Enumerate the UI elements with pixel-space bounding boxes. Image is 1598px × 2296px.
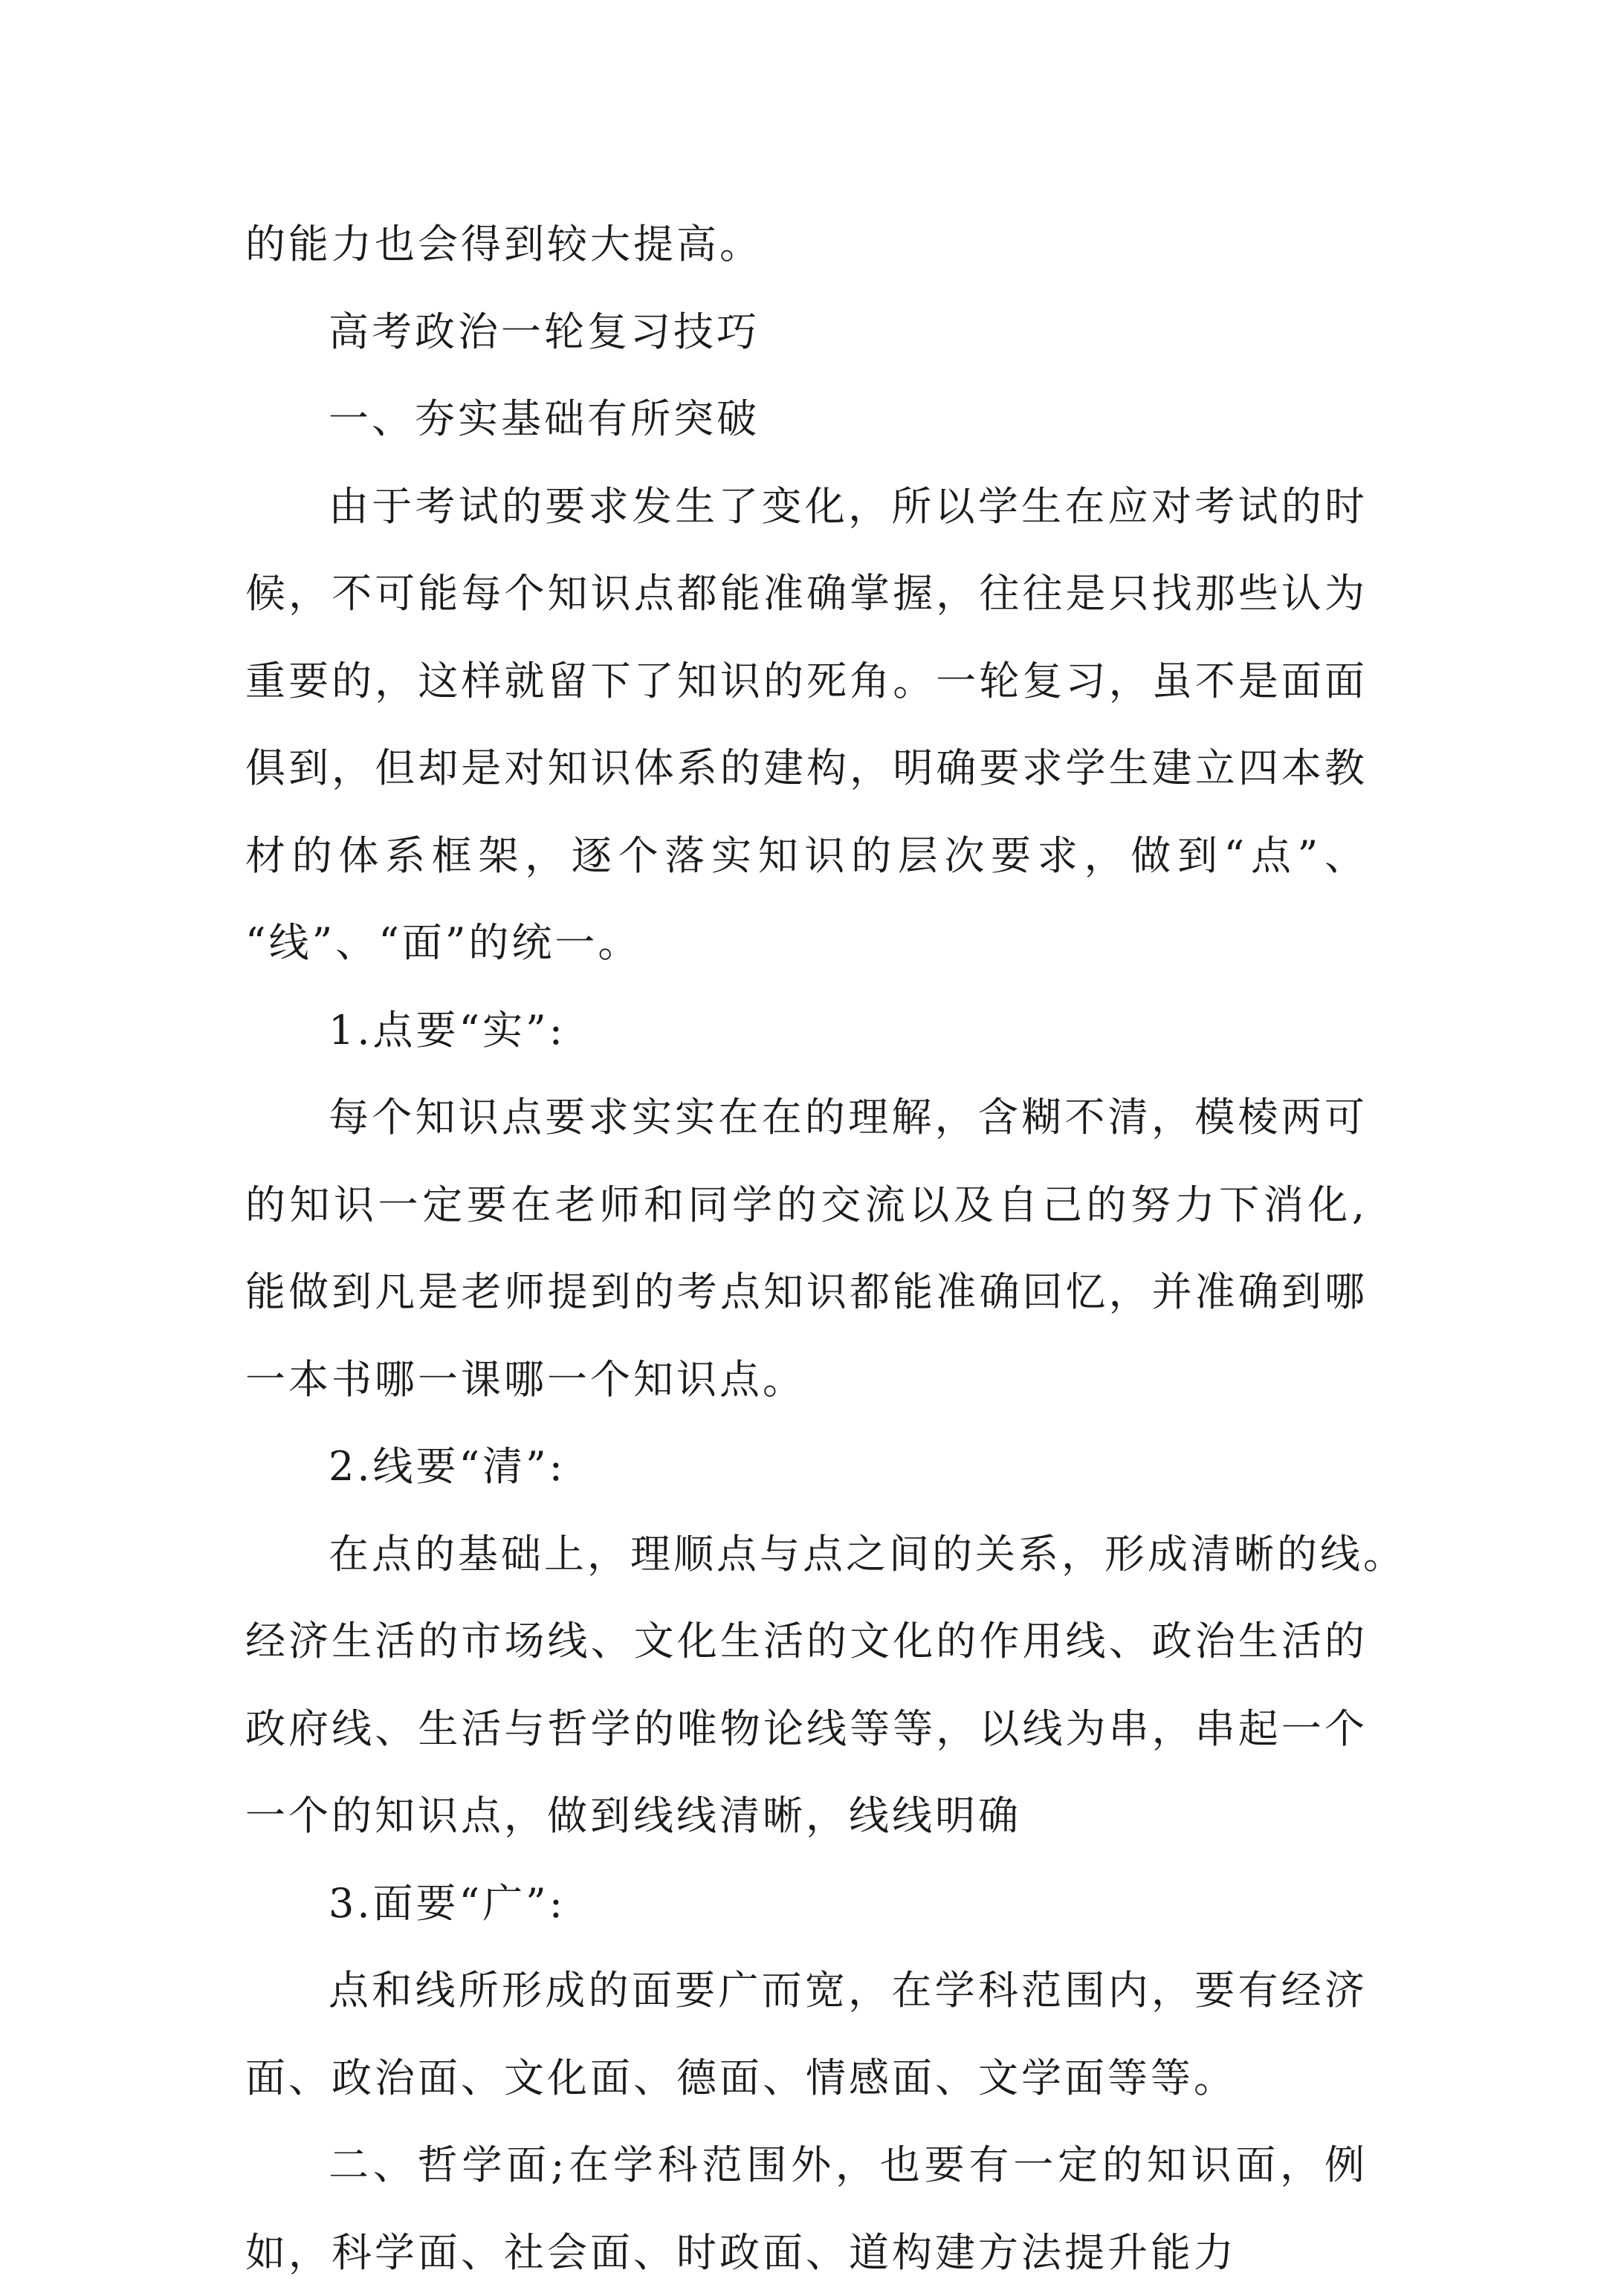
document-body: [245, 201, 1368, 2296]
text-line: 在点的基础上，理顺点与点之间的关系，形成清晰的线。: [245, 1511, 1368, 1598]
subsection-heading: 一、夯实基础有所突破: [245, 375, 1368, 463]
list-item-heading: 3.面要“广”:: [245, 1860, 1368, 1948]
text-line: 经济生活的市场线、文化生活的文化的作用线、政治生活的: [245, 1598, 1368, 1685]
text-line: 由于考试的要求发生了变化，所以学生在应对考试的时: [245, 463, 1368, 551]
text-line: 俱到，但却是对知识体系的建构，明确要求学生建立四本教: [245, 724, 1368, 812]
text-line: 重要的，这样就留下了知识的死角。一轮复习，虽不是面面: [245, 638, 1368, 725]
text-line: 如，科学面、社会面、时政面、道构建方法提升能力: [245, 2209, 1368, 2296]
text-line: 点和线所形成的面要广而宽，在学科范围内，要有经济: [245, 1947, 1368, 2034]
list-item-heading: 2.线要“清”:: [245, 1423, 1368, 1511]
text-line: 的知识一定要在老师和同学的交流以及自己的努力下消化,: [245, 1161, 1368, 1249]
text-line: 每个知识点要求实实在在的理解，含糊不清，模棱两可: [245, 1074, 1368, 1161]
text-line: “线”、“面”的统一。: [245, 899, 1368, 987]
text-line: 一本书哪一课哪一个知识点。: [245, 1336, 1368, 1424]
text-line: 政府线、生活与哲学的唯物论线等等，以线为串，串起一个: [245, 1685, 1368, 1773]
text-line: 能做到凡是老师提到的考点知识都能准确回忆，并准确到哪: [245, 1248, 1368, 1336]
text-line: 面、政治面、文化面、德面、情感面、文学面等等。: [245, 2034, 1368, 2122]
text-line: 一个的知识点，做到线线清晰，线线明确: [245, 1772, 1368, 1860]
text-line: 的能力也会得到较大提高。: [245, 201, 1368, 288]
text-line: 二、哲学面;在学科范围外，也要有一定的知识面，例: [245, 2121, 1368, 2209]
text-line: 候，不可能每个知识点都能准确掌握，往往是只找那些认为: [245, 550, 1368, 638]
text-line: 材的体系框架，逐个落实知识的层次要求，做到“点”、: [245, 812, 1368, 900]
list-item-heading: 1.点要“实”:: [245, 987, 1368, 1074]
section-heading: 高考政治一轮复习技巧: [245, 288, 1368, 376]
